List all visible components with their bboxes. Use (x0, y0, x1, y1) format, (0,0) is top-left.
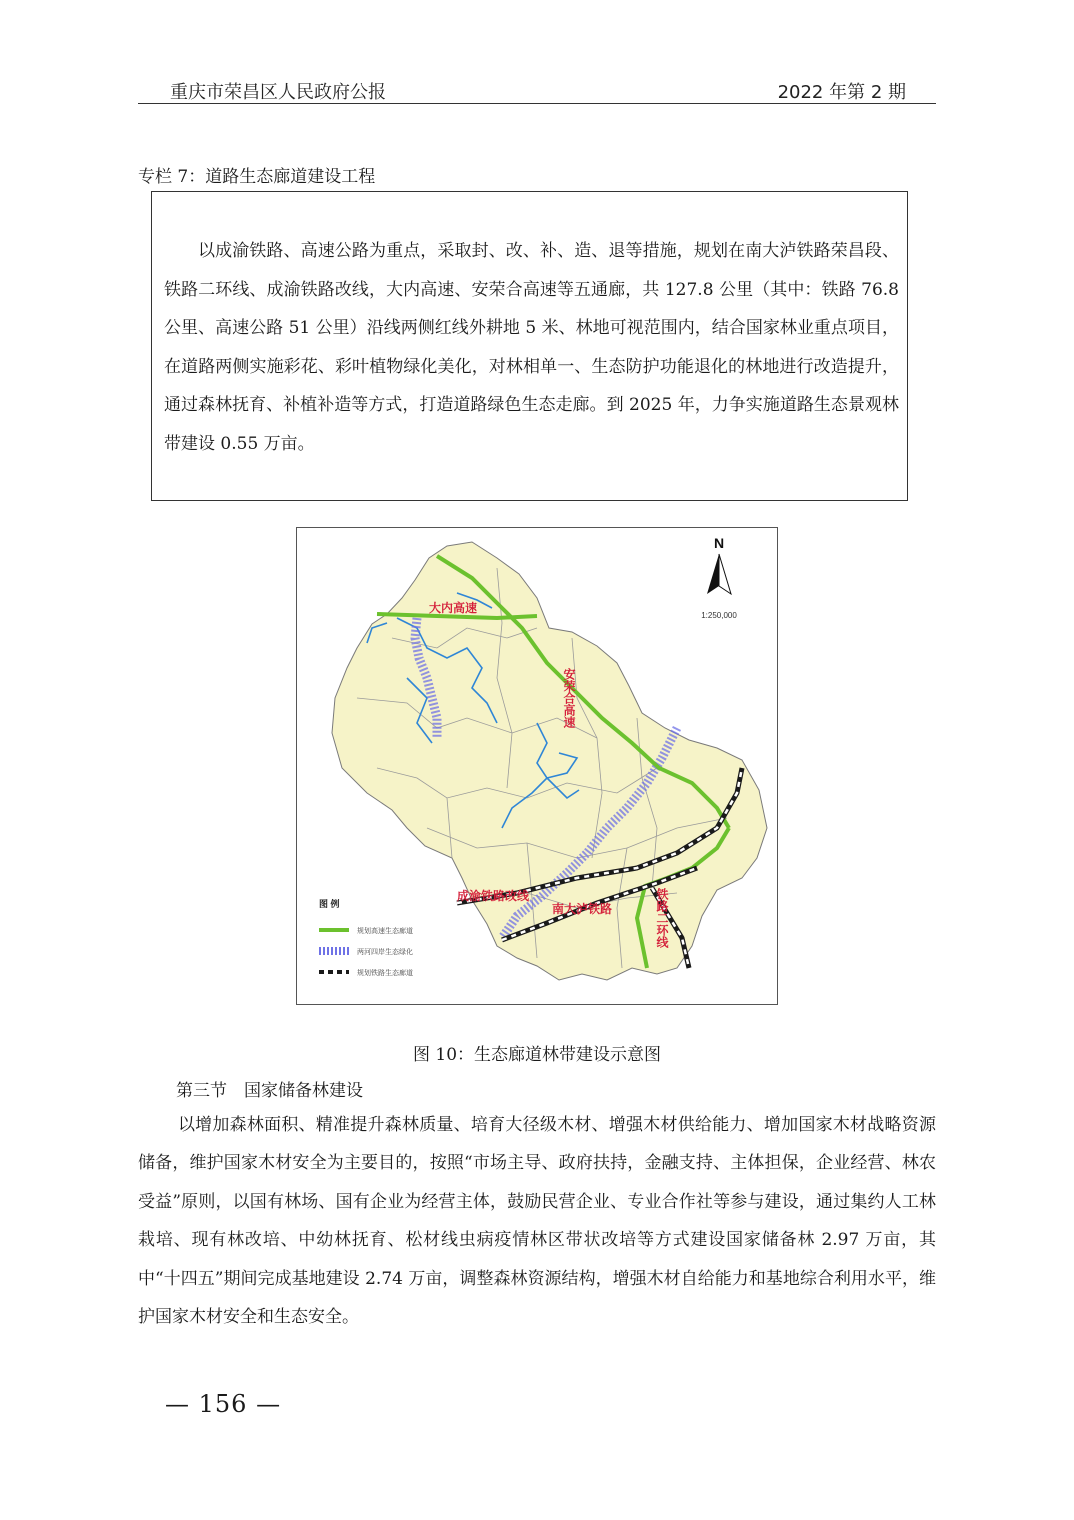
page-number: — 156 — (165, 1390, 282, 1418)
feature-box (151, 191, 908, 501)
corridor-map (296, 527, 778, 1005)
svg-text:规划高速生态廊道: 规划高速生态廊道 (357, 928, 413, 935)
map-legend (319, 898, 413, 977)
svg-text:N: N (713, 535, 725, 551)
box-caption: 专栏 7：道路生态廊道建设工程 (138, 167, 376, 187)
route-label-chengyu: 成渝铁路改线 (457, 889, 530, 903)
header-divider (138, 103, 936, 104)
svg-text:1:250,000: 1:250,000 (701, 611, 737, 620)
svg-text:规划铁路生态廊道: 规划铁路生态廊道 (357, 970, 413, 977)
route-label-ring: 铁路二环线 (655, 888, 669, 948)
publication-title: 重庆市荣昌区人民政府公报 (170, 82, 386, 103)
svg-text:两河四岸生态绿化: 两河四岸生态绿化 (357, 949, 413, 956)
svg-text:图 例: 图 例 (319, 899, 340, 909)
box-paragraph: 以成渝铁路、高速公路为重点，采取封、改、补、造、退等措施，规划在南大泸铁路荣昌段、铁路二环线、成渝铁路改线，大内高速、安荣合高速等五通廊，共 127.8 公里（其中：铁路 76.8 公里、高速公路 51 公里）沿线两侧红线外耕地 5 米、林地可视范围内，结合国家林业重点项目，在道路两侧实施彩花、彩叶植物绿化美化，对林相单一、生态防护功能退化的林地进行改造提升，通过森林抚育、补植补造等方式，打造道路绿色生态走廊。到 2025 年，力争实施道路生态景观林带建设 0.55 万亩。 (164, 241, 899, 454)
section-body: 以增加森林面积、精准提升森林质量、培育大径级木材、增强木材供给能力、增加国家木材战略资源储备，维护国家木材安全为主要目的，按照“市场主导、政府扶持，金融支持、主体担保，企业经营、林农受益”原则，以国有林场、国有企业为经营主体，鼓励民营企业、专业合作社等参与建设，通过集约人工林栽培、现有林改培、中幼林抚育、松材线虫病疫情林区带状改培等方式建设国家储备林 2.97 万亩，其中“十四五”期间完成基地建设 2.74 万亩，调整森林资源结构，增强木材自给能力和基地综合利用水平，维护国家木材安全和生态安全。 (138, 1115, 936, 1328)
section-title: 第三节 国家储备林建设 (176, 1081, 363, 1101)
district-boundary (332, 542, 767, 980)
issue-label: 2022 年第 2 期 (777, 82, 906, 103)
north-arrow-icon (701, 535, 737, 620)
figure-caption: 图 10：生态廊道林带建设示意图 (412, 1045, 662, 1065)
route-label-dana: 大内高速 (429, 601, 478, 615)
route-label-anronghe: 安荣合高速 (562, 668, 576, 728)
route-label-nandalu: 南大泸铁路 (552, 902, 613, 916)
map-svg (297, 528, 777, 1004)
